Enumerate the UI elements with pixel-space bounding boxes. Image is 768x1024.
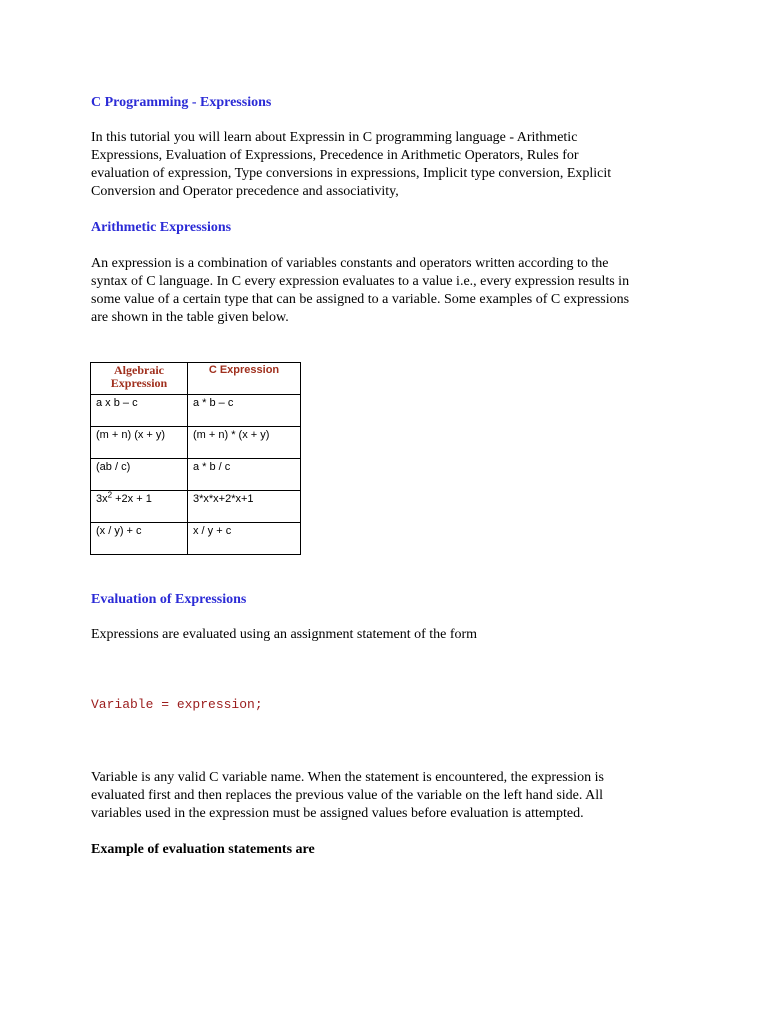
table-header-row bbox=[91, 363, 301, 395]
table-row bbox=[91, 491, 301, 523]
arithmetic-expressions-heading: Arithmetic Expressions bbox=[91, 220, 232, 235]
c-expression-header: C Expression bbox=[188, 363, 301, 395]
arithmetic-line: An expression is a combination of variables constants and operators written according to the bbox=[91, 256, 609, 271]
algebraic-rest: +2x + 1 bbox=[112, 493, 152, 505]
intro-line: Expressions, Evaluation of Expressions, Precedence in Arithmetic Operators, Rules for bbox=[91, 148, 579, 163]
evaluation-line: variables used in the expression must be assigned values before evaluation is attempted. bbox=[91, 806, 584, 821]
c-expression-cell: a * b / c bbox=[188, 459, 301, 491]
expressions-table bbox=[90, 362, 301, 555]
algebraic-cell: a x b – c bbox=[91, 395, 188, 427]
algebraic-cell bbox=[91, 491, 188, 523]
arithmetic-paragraph bbox=[91, 255, 681, 327]
intro-paragraph bbox=[91, 129, 681, 201]
evaluation-form-line: Expressions are evaluated using an assignment statement of the form bbox=[91, 627, 478, 642]
table-row bbox=[91, 459, 301, 491]
assignment-code: Variable = expression; bbox=[91, 697, 263, 712]
intro-line: In this tutorial you will learn about Expressin in C programming language - Arithmetic bbox=[91, 130, 578, 145]
evaluation-form-text bbox=[91, 626, 681, 644]
algebraic-header-line2: Expression bbox=[110, 376, 168, 390]
algebraic-expression-header bbox=[91, 363, 188, 395]
table-row bbox=[91, 523, 301, 555]
c-expression-cell: 3*x*x+2*x+1 bbox=[188, 491, 301, 523]
algebraic-cell: (x / y) + c bbox=[91, 523, 188, 555]
c-expression-cell: (m + n) * (x + y) bbox=[188, 427, 301, 459]
table-row bbox=[91, 395, 301, 427]
c-expression-cell: x / y + c bbox=[188, 523, 301, 555]
examples-label: Example of evaluation statements are bbox=[91, 842, 315, 857]
algebraic-cell: (m + n) (x + y) bbox=[91, 427, 188, 459]
exponent: 2 bbox=[107, 490, 113, 500]
evaluation-line: evaluated first and then replaces the previous value of the variable on the left hand side. All bbox=[91, 788, 603, 803]
evaluation-line: Variable is any valid C variable name. When the statement is encountered, the expression is bbox=[91, 770, 604, 785]
intro-line: evaluation of expression, Type conversions in expressions, Implicit type conversion, Explicit bbox=[91, 166, 612, 181]
table-row bbox=[91, 427, 301, 459]
algebraic-cell: (ab / c) bbox=[91, 459, 188, 491]
evaluation-paragraph bbox=[91, 769, 681, 823]
arithmetic-line: are shown in the table given below. bbox=[91, 310, 289, 325]
evaluation-heading: Evaluation of Expressions bbox=[91, 592, 247, 607]
c-expression-cell: a * b – c bbox=[188, 395, 301, 427]
algebraic-header-line1: Algebraic bbox=[114, 363, 164, 377]
intro-line: Conversion and Operator precedence and associativity, bbox=[91, 184, 399, 199]
algebraic-base: 3x bbox=[96, 493, 108, 505]
arithmetic-line: syntax of C language. In C every expression evaluates to a value i.e., every expression results in bbox=[91, 274, 630, 289]
arithmetic-line: some value of a certain type that can be assigned to a variable. Some examples of C expressions bbox=[91, 292, 630, 307]
page-title: C Programming - Expressions bbox=[91, 95, 272, 110]
